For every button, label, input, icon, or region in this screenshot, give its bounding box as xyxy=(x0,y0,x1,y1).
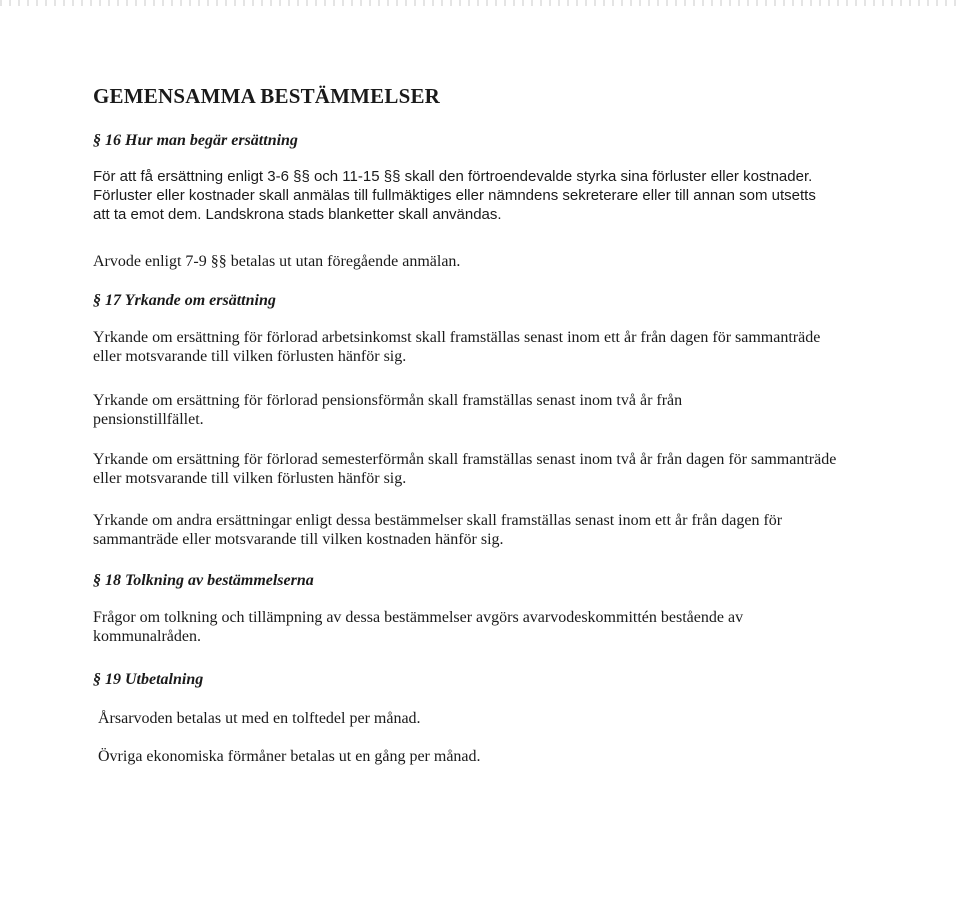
document-title: GEMENSAMMA BESTÄMMELSER xyxy=(93,84,441,108)
paragraph-19-1: Årsarvoden betalas ut med en tolftedel per månad. xyxy=(98,710,421,727)
section-heading-16: § 16 Hur man begär ersättning xyxy=(93,132,298,149)
scan-edge-noise xyxy=(0,0,960,6)
paragraph-18-1: Frågor om tolkning och tillämpning av dessa bestämmelser avgörs avarvodeskommittén bestående av kommunalråden. xyxy=(93,609,744,645)
paragraph-17-1: Yrkande om ersättning för förlorad arbetsinkomst skall framställas senast inom ett år från dagen för sammanträde eller motsvarande till vilken förlusten hänför sig. xyxy=(93,329,821,365)
section-heading-19: § 19 Utbetalning xyxy=(93,671,204,688)
paragraph-17-2: Yrkande om ersättning för förlorad pensionsförmån skall framställas senast inom två år från pensionstillfället. xyxy=(93,392,683,428)
paragraph-16-2: Arvode enligt 7-9 §§ betalas ut utan föregående anmälan. xyxy=(93,253,461,270)
paragraph-19-2: Övriga ekonomiska förmåner betalas ut en gång per månad. xyxy=(98,748,481,765)
paragraph-17-4: Yrkande om andra ersättningar enligt dessa bestämmelser skall framställas senast inom ett år från dagen för sammanträde eller motsvarande till vilken kostnaden hänför sig. xyxy=(93,512,783,548)
paragraph-17-3: Yrkande om ersättning för förlorad semesterförmån skall framställas senast inom två år från dagen för sammanträde eller motsvarande till vilken förlusten hänför sig. xyxy=(93,451,837,487)
section-heading-18: § 18 Tolkning av bestämmelserna xyxy=(93,572,314,589)
section-heading-17: § 17 Yrkande om ersättning xyxy=(93,292,276,309)
paragraph-16-1: För att få ersättning enligt 3-6 §§ och 11-15 §§ skall den förtroendevalde styrka sina förluster eller kostnader. Förluster eller kostnader skall anmälas till fullmäktiges eller nämndens sekreterare eller till annan som utsetts att ta emot dem. Landskrona stads blanketter skall användas. xyxy=(93,168,816,223)
